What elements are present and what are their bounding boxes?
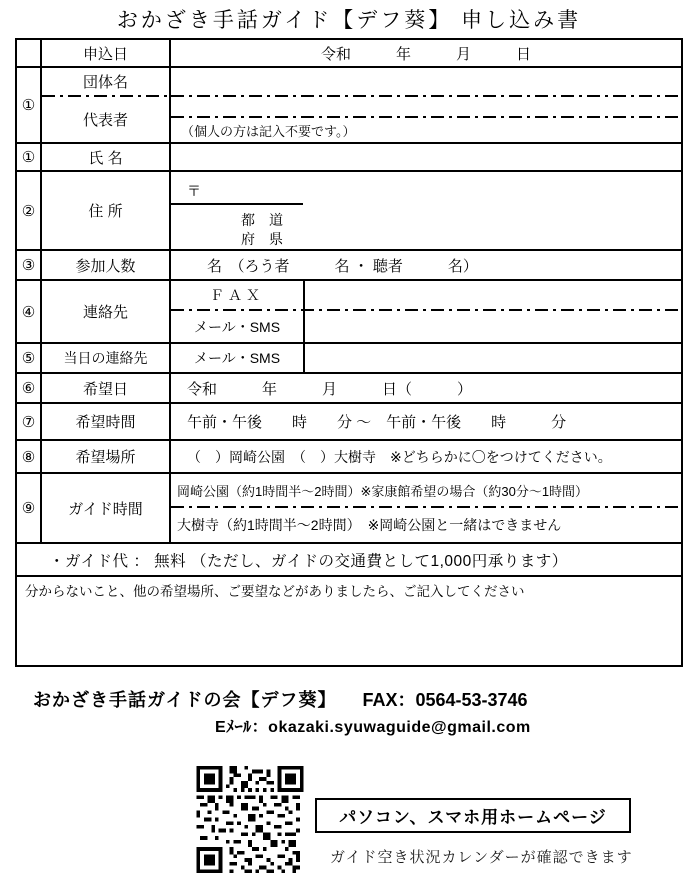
free-note: 分からないこと、他の希望場所、ご要望などがありましたら、ご記入してください [25,584,525,599]
row-number-cell: ④ [17,281,42,342]
row-number-cell: ① [17,144,42,170]
name-write-area [171,144,681,170]
row-number-cell: ⑤ [17,344,42,372]
row-number-cell: ① [17,68,42,142]
mail-write-area [305,311,681,342]
mail-sms-label: メール・SMS [171,344,305,372]
row-number-cell: ⑨ [17,474,42,542]
guide-time-label: ガイド時間 [42,474,171,542]
row-name [17,142,681,170]
fee-note: ・ガイド代 ： 無料 （ただし、ガイドの交通費として1,000円承ります） [49,552,568,570]
row-number-cell: ⑧ [17,441,42,472]
day-contact-mail-row [171,344,681,372]
row-participants [17,249,681,279]
homepage-box: パソコン、スマホ用ホームページ [315,798,631,833]
row-number-cell: ② [17,172,42,249]
contact-mail-row [171,311,681,342]
org-name: おかざき手話ガイドの会【デフ葵】 [33,690,337,710]
desired-place-value: （ ）岡崎公園 （ ）大樹寺 ※どちらかに〇をつけてください。 [187,448,612,465]
representative-label: 代表者 [82,112,128,129]
email-address: Eﾒｰﾙ：okazaki.syuwaguide@gmail.com [215,719,531,736]
participants-value: 名 （ろう者 名 ・ 聴者 名） [207,257,478,275]
row-guide-time [17,472,681,542]
day-mail-write-area [305,344,681,372]
fax-label: ＦＡＸ [171,281,305,309]
row-number-cell: ③ [17,251,42,279]
row-desired-date [17,372,681,402]
representative-write-line [171,97,681,116]
row-day-contact [17,342,681,372]
address-write-area [171,172,681,249]
postal-underline [171,203,303,205]
application-date-label: 申込日 [42,40,171,66]
qr-code-icon [195,766,305,873]
row-number-cell [17,40,42,66]
mail-sms-label: メール・SMS [171,311,305,342]
row-number-cell: ⑦ [17,404,42,439]
desired-date-label: 希望日 [42,374,171,402]
guide-time-okazaki-park: 岡崎公園（約1時間半～2時間）※家康館希望の場合（約30分～1時間） [177,483,589,499]
group-label-cell [42,68,171,142]
desired-time-label: 希望時間 [42,404,171,439]
org-name-label: 団体名 [82,74,128,91]
contact-label: 連絡先 [42,281,171,342]
participants-label: 参加人数 [42,251,171,279]
contact-fax-row [171,281,681,309]
prefecture-line1: 都 道 [241,212,283,228]
desired-place-label: 希望場所 [42,441,171,472]
fax-write-area [305,281,681,309]
fax-number: FAX：0564-53-3746 [362,690,528,710]
prefecture-line2: 府 県 [241,231,283,247]
group-hint: （個人の方は記入不要です。） [181,123,356,139]
application-date-value: 令和 年 月 日 [320,45,531,63]
day-contact-value-cell [171,344,681,372]
row-address [17,170,681,249]
address-label: 住 所 [42,172,171,249]
contact-value-cell [171,281,681,342]
postal-mark: 〒 [187,183,201,200]
page-title: おかざき手話ガイド【デフ葵】 申し込み書 [116,9,582,32]
row-application-date [17,40,681,66]
guide-time-daijuji: 大樹寺（約1時間半～2時間） ※岡崎公園と一緒はできません [177,517,562,533]
homepage-caption: ガイド空き状況カレンダーが確認できます [330,849,633,866]
row-group [17,66,681,142]
desired-time-value: 午前・午後 時 分 ～ 午前・午後 時 分 [187,414,567,431]
row-number-cell: ⑥ [17,374,42,402]
row-free-note [17,575,681,665]
row-desired-place [17,439,681,472]
row-contact [17,279,681,342]
org-name-write-line [171,68,681,95]
footer-org-fax [33,686,528,712]
day-contact-label: 当日の連絡先 [42,344,171,372]
guide-time-value-cell [171,474,681,542]
name-label: 氏 名 [42,144,171,170]
group-value-cell [171,68,681,142]
desired-date-value: 令和 年 月 日（ ） [187,380,473,398]
application-form-table [15,38,683,667]
prefecture-text [171,211,681,249]
row-fee-note [17,542,681,575]
row-desired-time [17,402,681,439]
